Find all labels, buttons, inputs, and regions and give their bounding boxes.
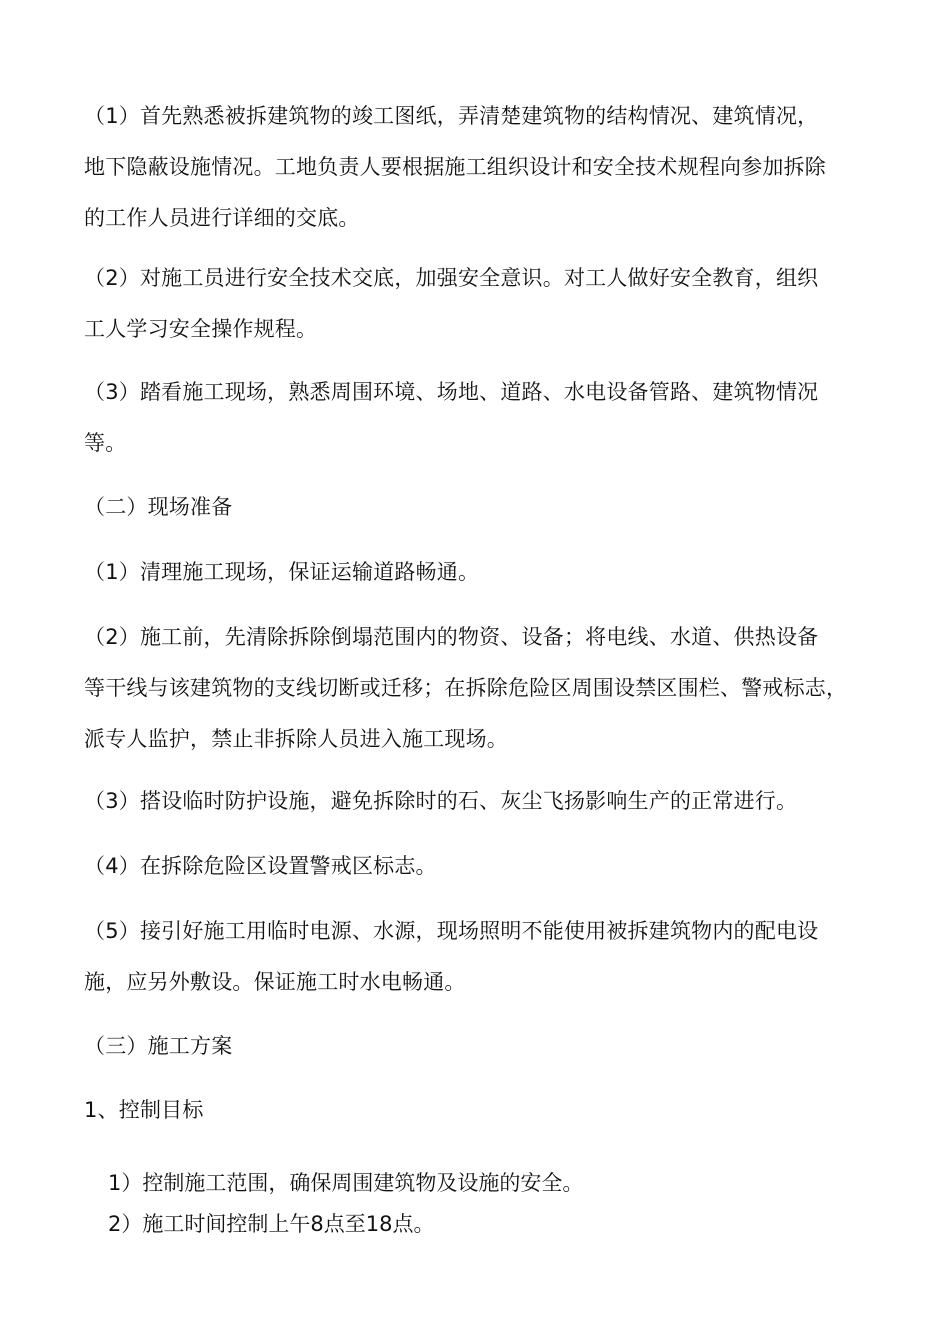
- paragraph-2-safety-briefing: [84, 253, 884, 355]
- section-heading: （二）现场准备: [84, 495, 233, 519]
- paragraph-clear-site: [84, 547, 884, 598]
- subsection-heading-control-targets: [84, 1085, 884, 1136]
- paragraph-line: （1）清理施工现场，保证运输道路畅通。: [84, 560, 480, 584]
- paragraph-line: 工人学习安全操作规程。: [84, 317, 318, 341]
- paragraph-1-survey-drawings: [84, 91, 884, 244]
- paragraph-pre-construction: [84, 612, 884, 765]
- paragraph-temporary-power-water: [84, 906, 884, 1008]
- paragraph-line: （3）踏看施工现场，熟悉周围环境、场地、道路、水电设备管路、建筑物情况: [84, 380, 819, 404]
- paragraph-line: （3）搭设临时防护设施，避免拆除时的石、灰尘飞扬影响生产的正常进行。: [84, 789, 798, 813]
- paragraph-line: （2）施工前，先清除拆除倒塌范围内的物资、设备；将电线、水道、供热设备: [84, 625, 819, 649]
- section-heading-site-preparation: [84, 482, 884, 533]
- subsection-heading: 1、控制目标: [84, 1098, 204, 1122]
- paragraph-line: 等。: [84, 431, 127, 455]
- paragraph-line: 的工作人员进行详细的交底。: [84, 206, 360, 230]
- paragraph-line: 等干线与该建筑物的支线切断或迁移；在拆除危险区周围设禁区围栏、警戒标志，: [84, 676, 848, 700]
- list-item-control-scope: 1）控制施工范围，确保周围建筑物及设施的安全。: [108, 1171, 584, 1195]
- paragraph-protective-facilities: [84, 776, 884, 827]
- paragraph-line: （2）对施工员进行安全技术交底，加强安全意识。对工人做好安全教育，组织: [84, 266, 819, 290]
- paragraph-line: （4）在拆除危险区设置警戒区标志。: [84, 854, 437, 878]
- paragraph-line: （5）接引好施工用临时电源、水源，现场照明不能使用被拆建筑物内的配电设: [84, 919, 819, 943]
- list-item-work-hours: 2）施工时间控制上午8点至18点。: [108, 1212, 435, 1236]
- paragraph-line: 地下隐蔽设施情况。工地负责人要根据施工组织设计和安全技术规程向参加拆除: [84, 155, 826, 179]
- paragraph-warning-signs: [84, 841, 884, 892]
- paragraph-line: 施，应另外敷设。保证施工时水电畅通。: [84, 970, 466, 994]
- paragraph-line: 派专人监护，禁止非拆除人员进入施工现场。: [84, 727, 508, 751]
- paragraph-3-site-survey: [84, 367, 884, 469]
- paragraph-line: （1）首先熟悉被拆建筑物的竣工图纸，弄清楚建筑物的结构情况、建筑情况，: [84, 104, 819, 128]
- section-heading: （三）施工方案: [84, 1034, 233, 1058]
- section-heading-construction-plan: [84, 1021, 884, 1072]
